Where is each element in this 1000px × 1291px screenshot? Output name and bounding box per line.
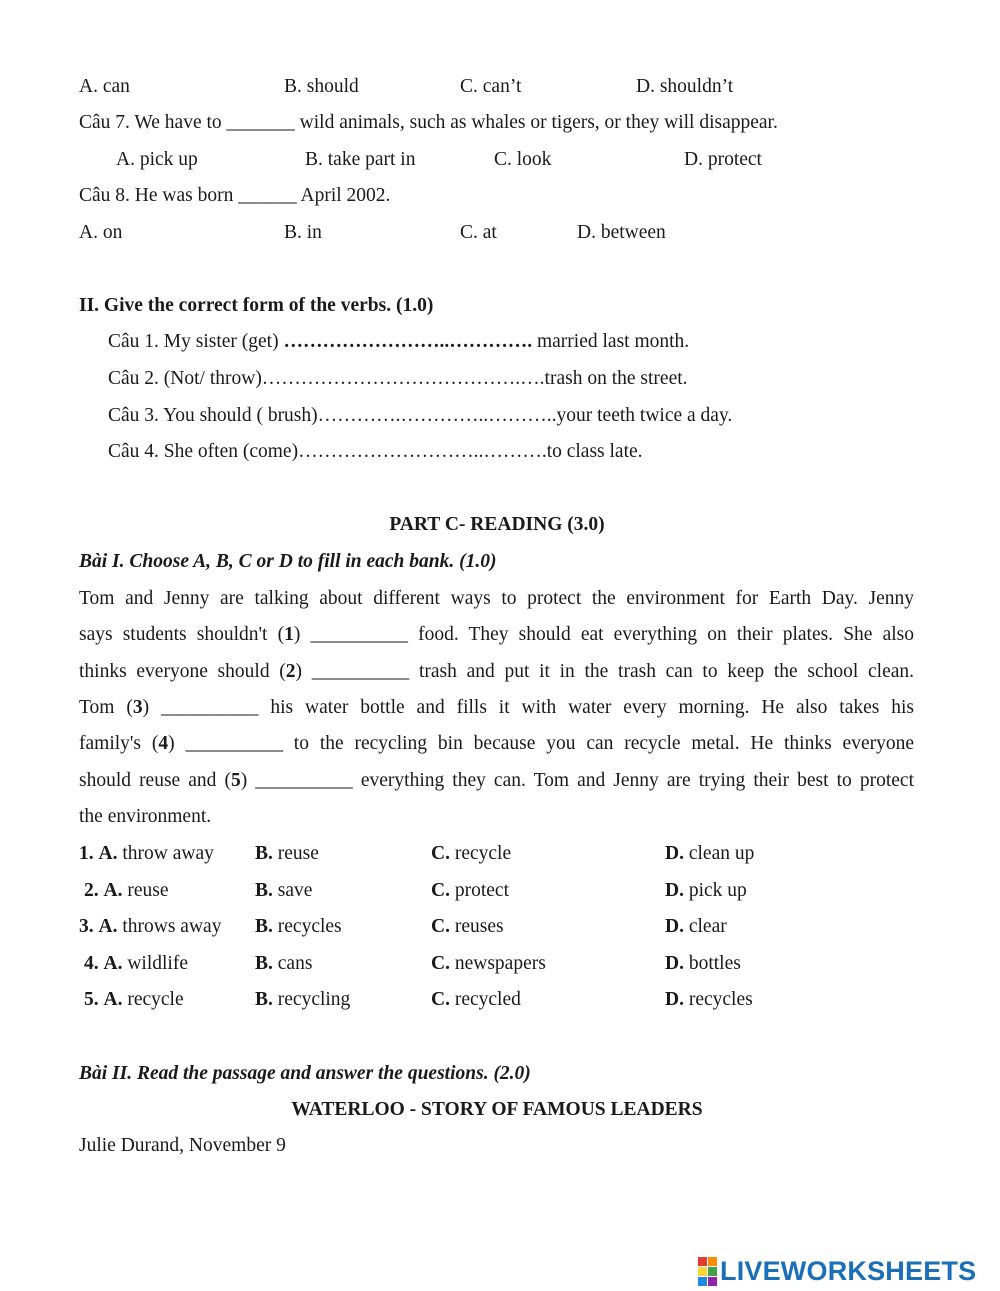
blank-number-3: 3 [132,697,143,718]
mc-option-d[interactable]: recycles [688,989,753,1010]
logo-block [698,1257,707,1266]
passage-text: family's ( [79,733,159,754]
passage-line-3 [79,660,914,684]
verbs-q1-prefix: Câu 1. My sister (get) [108,331,284,352]
passage-text: says students shouldn't ( [79,624,285,645]
mc-option-a[interactable]: wildlife [127,953,188,974]
option-letter: B. [255,953,273,974]
passage-text: ) __________ everything they can. Tom and Jenny are trying their best to protect [240,770,914,791]
option-letter: A. [98,843,118,864]
verbs-q1-answer-blank[interactable]: ……………………..…………. [283,331,533,352]
passage-line-6 [79,769,914,793]
passage-text: thinks everyone should ( [79,661,286,682]
option-letter: A. [103,880,123,901]
mc-option-d[interactable]: bottles [688,953,741,974]
q7-option-a: A. pick up [116,149,198,170]
mc-number: 3. [79,916,94,937]
logo-block [698,1267,707,1276]
option-letter: B. [255,989,273,1010]
q7-stem: Câu 7. We have to _______ wild animals, such as whales or tigers, or they will disappear. [79,112,778,133]
mc-option-c[interactable]: reuses [454,916,504,937]
mc-number: 5. [84,989,99,1010]
q8-stem: Câu 8. He was born ______ April 2002. [79,185,391,206]
option-letter: C. [431,843,450,864]
option-letter: C. [431,953,450,974]
passage-line-2 [79,623,914,647]
mc-option-b[interactable]: cans [277,953,313,974]
mc-option-d[interactable]: clear [688,916,727,937]
passage-line-4 [79,696,914,720]
mc-number: 1. [79,843,94,864]
passage-line-1: Tom and Jenny are talking about different ways to protect the environment for Earth Day. Jenny [79,588,914,609]
verbs-q2[interactable]: Câu 2. (Not/ throw)………………………………….….trash on the street. [108,368,688,389]
option-letter: A. [98,916,118,937]
mc-option-a[interactable]: throw away [122,843,214,864]
q8-option-c: C. at [460,222,497,243]
reading-byline: Julie Durand, November 9 [79,1135,286,1156]
verbs-q1-suffix: married last month. [532,331,690,352]
q7-option-b: B. take part in [305,149,416,170]
passage-text: ) __________ trash and put it in the trash can to keep the school clean. [295,661,914,682]
option-letter: C. [431,989,450,1010]
mc-number: 2. [84,880,99,901]
mc-option-b[interactable]: reuse [277,843,319,864]
q6-option-b: B. should [284,76,359,97]
q8-option-d: D. between [577,222,666,243]
logo-block [708,1257,717,1266]
option-letter: D. [665,843,684,864]
mc-option-b[interactable]: recycling [277,989,351,1010]
passage-line-5 [79,732,914,756]
verbs-q3[interactable]: Câu 3. You should ( brush)………….…………..………..your teeth twice a day. [108,405,733,426]
passage-text: ) __________ his water bottle and fills it with water every morning. He also takes his [142,697,914,718]
reading-title: WATERLOO - STORY OF FAMOUS LEADERS [291,1099,703,1120]
verbs-q4[interactable]: Câu 4. She often (come)………………………..……….to class late. [108,441,643,462]
verbs-q1 [108,330,689,354]
option-letter: C. [431,916,450,937]
q6-option-a: A. can [79,76,130,97]
option-letter: C. [431,880,450,901]
option-letter: D. [665,880,684,901]
q7-option-c: C. look [494,149,552,170]
logo-text: LIVEWORKSHEETS [720,1255,977,1286]
q8-option-a: A. on [79,222,123,243]
option-letter: D. [665,953,684,974]
mc-option-a[interactable]: recycle [127,989,184,1010]
q8-option-b: B. in [284,222,322,243]
blank-number-2: 2 [285,661,296,682]
q6-option-c: C. can’t [460,76,522,97]
option-letter: B. [255,843,273,864]
mc-option-c[interactable]: newspapers [454,953,546,974]
passage-line-7: the environment. [79,806,212,827]
part-c-heading: PART C- READING (3.0) [389,514,605,535]
mc-option-c[interactable]: protect [454,880,509,901]
logo-block [698,1277,707,1286]
blank-number-1: 1 [284,624,294,645]
mc-option-c[interactable]: recycled [454,989,521,1010]
passage-text: Tom ( [79,697,133,718]
option-letter: B. [255,880,273,901]
q6-option-d: D. shouldn’t [636,76,734,97]
passage-text: ) __________ to the recycling bin because you can recycle metal. He thinks everyone [168,733,914,754]
mc-option-b[interactable]: recycles [277,916,342,937]
option-letter: A. [103,953,123,974]
logo-mark-icon [698,1257,717,1286]
mc-option-b[interactable]: save [277,880,313,901]
mc-option-d[interactable]: pick up [688,880,747,901]
blank-number-5: 5 [230,770,241,791]
liveworksheets-logo [698,1257,976,1285]
verbs-heading: II. Give the correct form of the verbs. (1.0) [79,295,434,316]
mc-option-d[interactable]: clean up [688,843,755,864]
mc-option-c[interactable]: recycle [454,843,512,864]
option-letter: A. [103,989,123,1010]
mc-number: 4. [84,953,99,974]
q7-option-d: D. protect [684,149,762,170]
bai1-heading: Bài I. Choose A, B, C or D to fill in each bank. (1.0) [79,551,497,572]
bai2-heading: Bài II. Read the passage and answer the questions. (2.0) [79,1063,531,1084]
logo-block [708,1277,717,1286]
logo-block [708,1267,717,1276]
mc-option-a[interactable]: throws away [122,916,222,937]
passage-text: should reuse and ( [79,770,231,791]
mc-option-a[interactable]: reuse [127,880,169,901]
blank-number-4: 4 [158,733,169,754]
option-letter: B. [255,916,273,937]
option-letter: D. [665,916,684,937]
option-letter: D. [665,989,684,1010]
passage-text: ) __________ food. They should eat everything on their plates. She also [293,624,914,645]
